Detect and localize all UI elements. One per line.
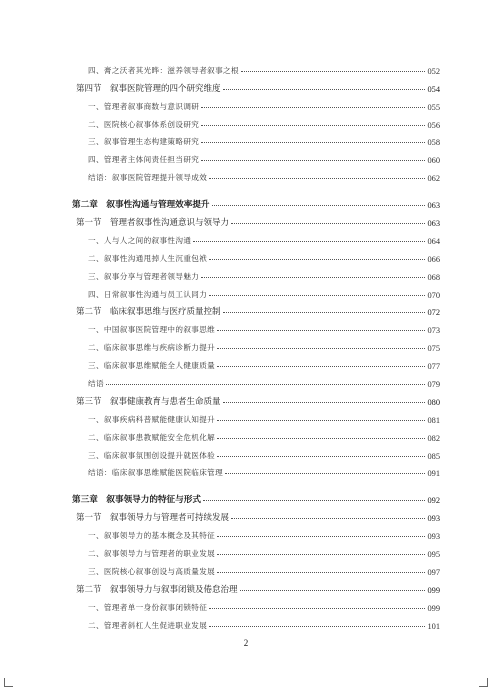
toc-entry-page: 081 bbox=[427, 415, 440, 425]
toc-entry-title: 一、管理者单一身份叙事闭锁特征 bbox=[88, 602, 208, 612]
toc-entry-title: 第三章 叙事领导力的特征与形式 bbox=[72, 495, 201, 506]
toc-entry[interactable] bbox=[72, 353, 440, 371]
toc-dot-leader bbox=[217, 366, 425, 367]
toc-entry-title: 二、临床叙事患教赋能安全危机化解 bbox=[88, 432, 216, 442]
chapter-spacer bbox=[72, 183, 440, 192]
toc-entry-title: 三、叙事分享与管理者领导魅力 bbox=[88, 271, 200, 281]
toc-dot-leader bbox=[201, 107, 425, 108]
toc-entry-page: 082 bbox=[427, 433, 440, 443]
toc-dot-leader bbox=[209, 259, 425, 260]
toc-entry-title: 一、人与人之间的叙事性沟通 bbox=[88, 235, 192, 245]
toc-dot-leader bbox=[209, 178, 425, 179]
toc-entry-page: 077 bbox=[427, 362, 440, 372]
toc-entry-title: 四、日常叙事性沟通与员工认同力 bbox=[88, 289, 208, 299]
toc-entry-page: 080 bbox=[427, 397, 440, 407]
toc-entry-title: 第二章 叙事性沟通与管理效率提升 bbox=[72, 200, 210, 211]
toc-dot-leader bbox=[217, 420, 425, 421]
toc-dot-leader bbox=[217, 554, 425, 555]
toc-entry[interactable] bbox=[72, 147, 440, 165]
toc-entry-section[interactable] bbox=[72, 577, 440, 595]
toc-entry-page: 099 bbox=[427, 585, 440, 595]
toc-entry-title: 第四节 叙事医院管理的四个研究维度 bbox=[76, 83, 221, 94]
toc-entry[interactable] bbox=[72, 425, 440, 443]
toc-dot-leader bbox=[217, 348, 425, 349]
toc-entry-page: 070 bbox=[427, 290, 440, 300]
toc-entry-page: 064 bbox=[427, 236, 440, 246]
toc-entry-section[interactable] bbox=[72, 505, 440, 523]
toc-dot-leader bbox=[209, 608, 425, 609]
toc-dot-leader bbox=[217, 330, 425, 331]
toc-entry[interactable] bbox=[72, 112, 440, 130]
toc-dot-leader bbox=[217, 456, 425, 457]
toc-entry-title: 第一节 管理者叙事性沟通意识与领导力 bbox=[76, 218, 230, 229]
toc-entry-title: 结语：叙事医院管理提升领导成效 bbox=[88, 173, 208, 183]
toc-dot-leader bbox=[217, 572, 425, 573]
toc-entry[interactable] bbox=[72, 443, 440, 461]
toc-entry-title: 三、临床叙事氛围创设提升就医体验 bbox=[88, 450, 216, 460]
toc-entry-section[interactable] bbox=[72, 389, 440, 407]
toc-entry[interactable] bbox=[72, 165, 440, 183]
toc-entry-section[interactable] bbox=[72, 210, 440, 228]
toc-entry-page: 063 bbox=[427, 201, 440, 211]
toc-dot-leader bbox=[223, 312, 426, 313]
toc-entry-title: 二、叙事领导力与管理者的职业发展 bbox=[88, 549, 216, 559]
toc-dot-leader bbox=[217, 536, 425, 537]
toc-entry-title: 四、膏之沃者其光晔：滋养领导者叙事之根 bbox=[88, 65, 239, 75]
toc-entry-title: 第三节 叙事健康教育与患者生命质量 bbox=[76, 396, 221, 407]
toc-dot-leader bbox=[201, 125, 425, 126]
toc-entry-page: 095 bbox=[427, 550, 440, 560]
toc-entry-title: 一、叙事领导力的基本概念及其特征 bbox=[88, 531, 216, 541]
toc-entry[interactable] bbox=[72, 407, 440, 425]
toc-entry[interactable] bbox=[72, 559, 440, 577]
toc-entry-title: 三、叙事管理生态构建策略研究 bbox=[88, 137, 200, 147]
toc-dot-leader bbox=[241, 71, 426, 72]
toc-entry-section[interactable] bbox=[72, 300, 440, 318]
toc-entry-page: 079 bbox=[427, 380, 440, 390]
toc-entry-page: 060 bbox=[427, 156, 440, 166]
toc-dot-leader bbox=[225, 473, 425, 474]
toc-entry-title: 一、叙事疾病科普赋能健康认知提升 bbox=[88, 414, 216, 424]
toc-entry-title: 二、叙事性沟通甩掉人生沉重包袱 bbox=[88, 253, 208, 263]
toc-entry[interactable] bbox=[72, 613, 440, 631]
toc-entry-page: 092 bbox=[427, 496, 440, 506]
toc-entry-page: 085 bbox=[427, 451, 440, 461]
toc-dot-leader bbox=[203, 500, 426, 501]
toc-entry-title: 二、临床叙事思维与疾病诊断力提升 bbox=[88, 343, 216, 353]
toc-dot-leader bbox=[223, 402, 426, 403]
toc-entry-title: 三、临床叙事思维赋能全人健康质量 bbox=[88, 361, 216, 371]
toc-entry-title: 二、医院核心叙事体系创设研究 bbox=[88, 119, 200, 129]
crop-mark-bottom-left bbox=[4, 678, 13, 687]
toc-entry-page: 068 bbox=[427, 272, 440, 282]
toc-entry-page: 101 bbox=[427, 621, 440, 631]
toc-dot-leader bbox=[231, 518, 425, 519]
toc-dot-leader bbox=[209, 295, 425, 296]
toc-entry-page: 075 bbox=[427, 344, 440, 354]
toc-entry-title: 一、管理者叙事商数与意识调研 bbox=[88, 101, 200, 111]
toc-dot-leader bbox=[201, 277, 425, 278]
toc-dot-leader bbox=[240, 590, 426, 591]
toc-entry-title: 一、中国叙事医院管理中的叙事思维 bbox=[88, 325, 216, 335]
toc-entry[interactable] bbox=[72, 282, 440, 300]
toc-entry-page: 054 bbox=[427, 84, 440, 94]
toc-dot-leader bbox=[193, 241, 425, 242]
toc-entry-page: 093 bbox=[427, 514, 440, 524]
toc-entry-title: 第二节 临床叙事思维与医疗质量控制 bbox=[76, 307, 221, 318]
toc-entry[interactable] bbox=[72, 541, 440, 559]
toc-entry-chapter[interactable] bbox=[72, 192, 440, 210]
toc-entry-page: 056 bbox=[427, 120, 440, 130]
toc-entry[interactable] bbox=[72, 130, 440, 148]
table-of-contents bbox=[72, 58, 440, 631]
toc-entry-page: 052 bbox=[427, 66, 440, 76]
toc-entry[interactable] bbox=[72, 461, 440, 479]
toc-entry-title: 四、管理者主体间责任担当研究 bbox=[88, 155, 200, 165]
toc-dot-leader bbox=[217, 438, 425, 439]
toc-entry-chapter[interactable] bbox=[72, 487, 440, 505]
toc-entry-page: 099 bbox=[427, 603, 440, 613]
chapter-spacer bbox=[72, 478, 440, 487]
toc-dot-leader bbox=[223, 89, 426, 90]
toc-entry[interactable] bbox=[72, 94, 440, 112]
toc-entry-title: 结语：临床叙事思维赋能医院临床管理 bbox=[88, 468, 224, 478]
toc-dot-leader bbox=[201, 160, 425, 161]
toc-entry-page: 062 bbox=[427, 174, 440, 184]
toc-entry-section[interactable] bbox=[72, 76, 440, 94]
toc-entry[interactable] bbox=[72, 264, 440, 282]
toc-entry[interactable] bbox=[72, 246, 440, 264]
toc-entry-page: 073 bbox=[427, 326, 440, 336]
toc-entry-page: 058 bbox=[427, 138, 440, 148]
toc-entry-title: 三、医院核心叙事创设与高质量发展 bbox=[88, 566, 216, 576]
toc-entry-page: 066 bbox=[427, 254, 440, 264]
page-number: 2 bbox=[243, 638, 249, 648]
toc-entry-title: 第一节 叙事领导力与管理者可持续发展 bbox=[76, 513, 230, 524]
toc-entry-page: 091 bbox=[427, 469, 440, 479]
toc-dot-leader bbox=[201, 142, 425, 143]
toc-entry[interactable] bbox=[72, 523, 440, 541]
toc-dot-leader bbox=[212, 205, 426, 206]
toc-entry[interactable] bbox=[72, 317, 440, 335]
toc-entry[interactable] bbox=[72, 58, 440, 76]
toc-entry-title: 结语 bbox=[88, 379, 104, 389]
toc-dot-leader bbox=[209, 626, 425, 627]
toc-entry[interactable] bbox=[72, 595, 440, 613]
toc-entry-page: 063 bbox=[427, 219, 440, 229]
toc-entry-title: 二、管理者斜杠人生促进职业发展 bbox=[88, 620, 208, 630]
toc-entry-page: 072 bbox=[427, 308, 440, 318]
toc-entry-page: 055 bbox=[427, 102, 440, 112]
toc-entry[interactable] bbox=[72, 371, 440, 389]
toc-dot-leader bbox=[106, 384, 426, 385]
toc-entry-page: 093 bbox=[427, 532, 440, 542]
toc-entry[interactable] bbox=[72, 335, 440, 353]
toc-entry-page: 097 bbox=[427, 567, 440, 577]
toc-dot-leader bbox=[231, 223, 425, 224]
toc-entry-title: 第二节 叙事领导力与叙事闭锁及倦怠治理 bbox=[76, 584, 238, 595]
toc-entry[interactable] bbox=[72, 228, 440, 246]
crop-mark-bottom-right bbox=[479, 678, 488, 687]
